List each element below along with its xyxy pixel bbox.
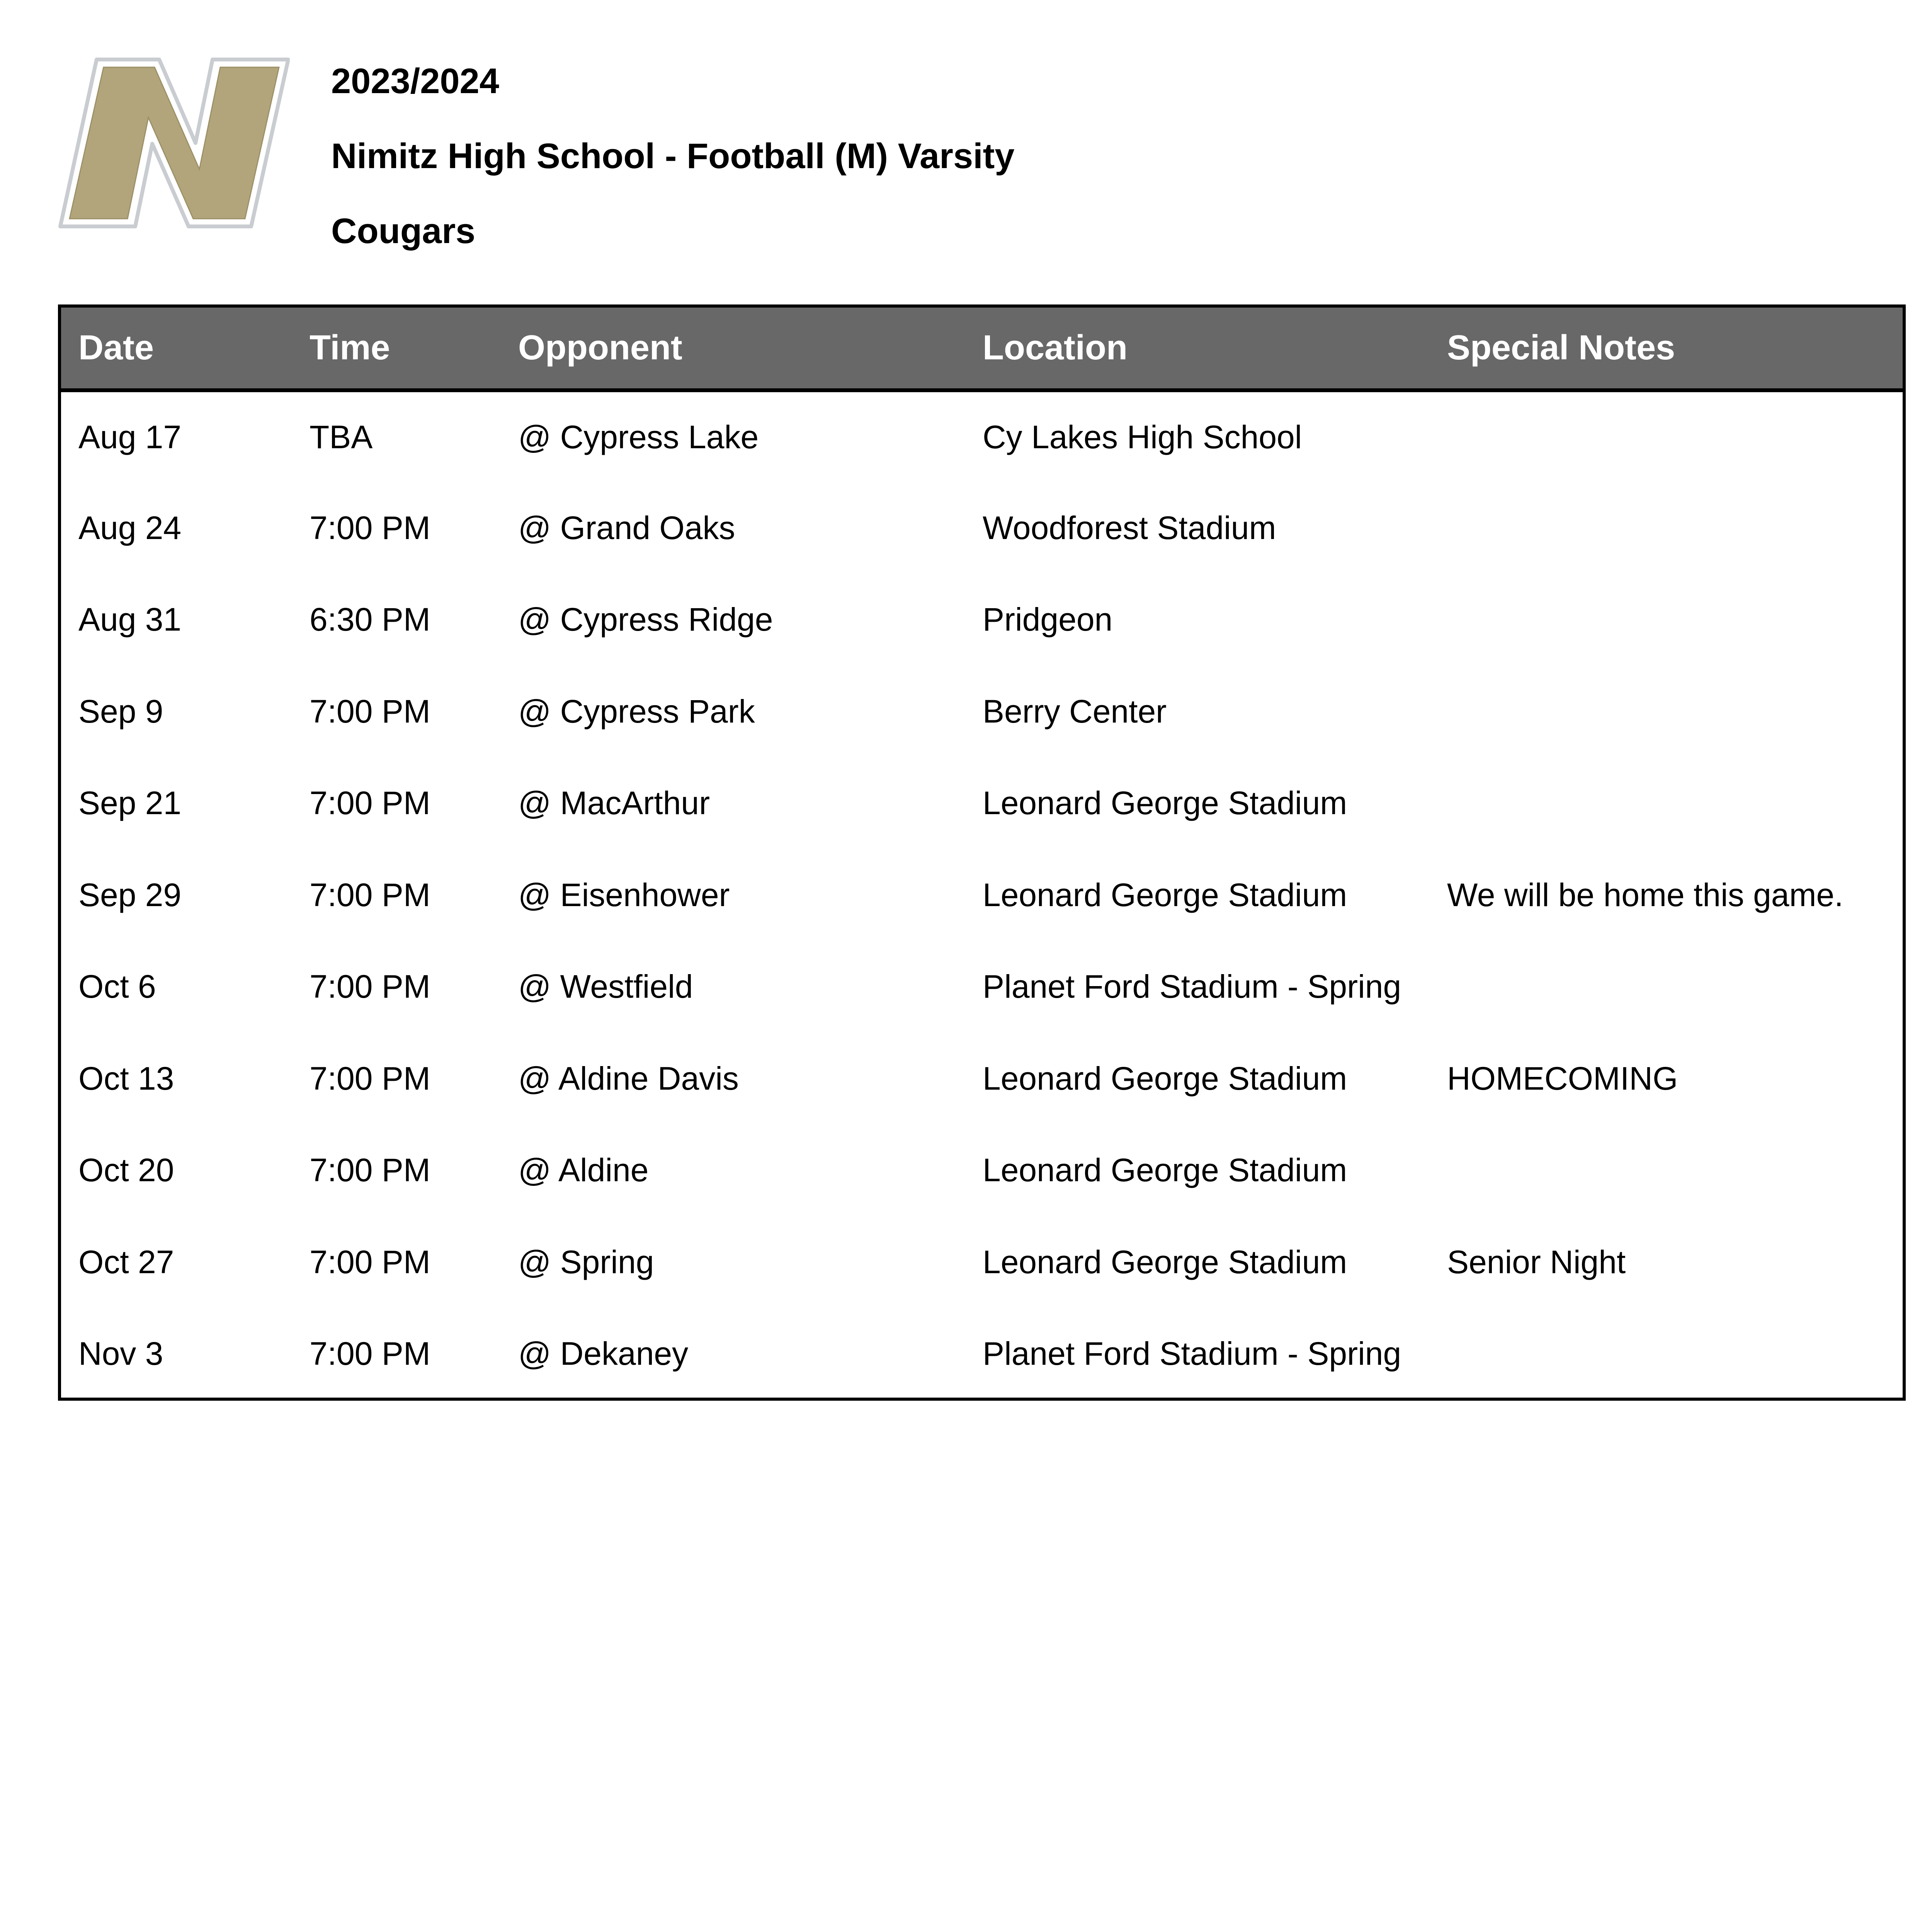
column-header-time: Time (292, 308, 501, 390)
season-title: 2023/2024 (331, 61, 499, 101)
schedule-header (331, 62, 1014, 250)
team-title: Nimitz High School - Football (M) Varsity (331, 136, 1015, 176)
time-cell: 7:00 PM (310, 785, 430, 821)
location-cell: Leonard George Stadium (983, 876, 1347, 913)
column-header-opponent: Opponent (501, 308, 965, 390)
opponent-cell: @ MacArthur (518, 785, 710, 821)
opponent-cell: @ Cypress Lake (518, 418, 759, 455)
date-cell: Oct 6 (78, 968, 156, 1005)
special-notes-cell (1430, 390, 1903, 482)
time-cell: TBA (310, 418, 373, 455)
date-cell: Sep 29 (78, 876, 182, 913)
column-header-location: Location (965, 308, 1430, 390)
date-cell: Sep 9 (78, 693, 163, 730)
date-cell: Sep 21 (78, 785, 182, 821)
special-notes-cell (1430, 666, 1903, 758)
location-cell: Pridgeon (983, 601, 1113, 638)
location-cell: Berry Center (983, 693, 1167, 730)
letter-n-logo-graphic (58, 57, 290, 229)
special-notes-cell (1430, 941, 1903, 1033)
location-cell: Planet Ford Stadium - Spring (983, 968, 1401, 1005)
location-cell: Leonard George Stadium (983, 1152, 1347, 1189)
special-notes-cell: Senior Night (1447, 1243, 1626, 1280)
date-cell: Oct 27 (78, 1243, 174, 1280)
special-notes-cell (1430, 482, 1903, 574)
table-row (61, 941, 1903, 1033)
date-cell: Aug 17 (78, 418, 182, 455)
date-cell: Aug 24 (78, 509, 182, 546)
opponent-cell: @ Eisenhower (518, 876, 730, 913)
table-row (61, 1308, 1903, 1400)
opponent-cell: @ Grand Oaks (518, 509, 735, 546)
location-cell: Woodforest Stadium (983, 509, 1276, 546)
opponent-cell: @ Westfield (518, 968, 693, 1005)
location-cell: Cy Lakes High School (983, 418, 1302, 455)
table-header-row (61, 308, 1903, 390)
opponent-cell: @ Aldine Davis (518, 1060, 739, 1097)
schedule-body (61, 390, 1903, 1400)
table-row (61, 482, 1903, 574)
time-cell: 7:00 PM (310, 1152, 430, 1189)
table-row (61, 574, 1903, 666)
opponent-cell: @ Aldine (518, 1152, 649, 1189)
location-cell: Planet Ford Stadium - Spring (983, 1335, 1401, 1372)
table-row (61, 390, 1903, 482)
opponent-cell: @ Cypress Ridge (518, 601, 773, 638)
time-cell: 7:00 PM (310, 1243, 430, 1280)
mascot-title: Cougars (331, 211, 476, 251)
date-cell: Nov 3 (78, 1335, 163, 1372)
special-notes-cell (1430, 1124, 1903, 1216)
column-header-date: Date (61, 308, 292, 390)
table-row (61, 849, 1903, 941)
date-cell: Aug 31 (78, 601, 182, 638)
schedule-table (58, 304, 1906, 1401)
opponent-cell: @ Dekaney (518, 1335, 689, 1372)
time-cell: 7:00 PM (310, 968, 430, 1005)
special-notes-cell (1430, 574, 1903, 666)
opponent-cell: @ Spring (518, 1243, 654, 1280)
time-cell: 7:00 PM (310, 1335, 430, 1372)
special-notes-cell: HOMECOMING (1447, 1060, 1678, 1097)
time-cell: 7:00 PM (310, 693, 430, 730)
special-notes-cell (1430, 757, 1903, 849)
table-row (61, 666, 1903, 758)
table-row (61, 1216, 1903, 1308)
time-cell: 6:30 PM (310, 601, 430, 638)
location-cell: Leonard George Stadium (983, 1060, 1347, 1097)
table-row (61, 757, 1903, 849)
table-row (61, 1033, 1903, 1125)
location-cell: Leonard George Stadium (983, 1243, 1347, 1280)
table-row (61, 1124, 1903, 1216)
date-cell: Oct 20 (78, 1152, 174, 1189)
date-cell: Oct 13 (78, 1060, 174, 1097)
special-notes-cell (1430, 1308, 1903, 1400)
time-cell: 7:00 PM (310, 876, 430, 913)
column-header-special-notes: Special Notes (1430, 308, 1903, 390)
special-notes-cell: We will be home this game. (1447, 876, 1844, 913)
time-cell: 7:00 PM (310, 1060, 430, 1097)
location-cell: Leonard George Stadium (983, 785, 1347, 821)
letter-n-logo (58, 57, 290, 229)
time-cell: 7:00 PM (310, 509, 430, 546)
opponent-cell: @ Cypress Park (518, 693, 755, 730)
